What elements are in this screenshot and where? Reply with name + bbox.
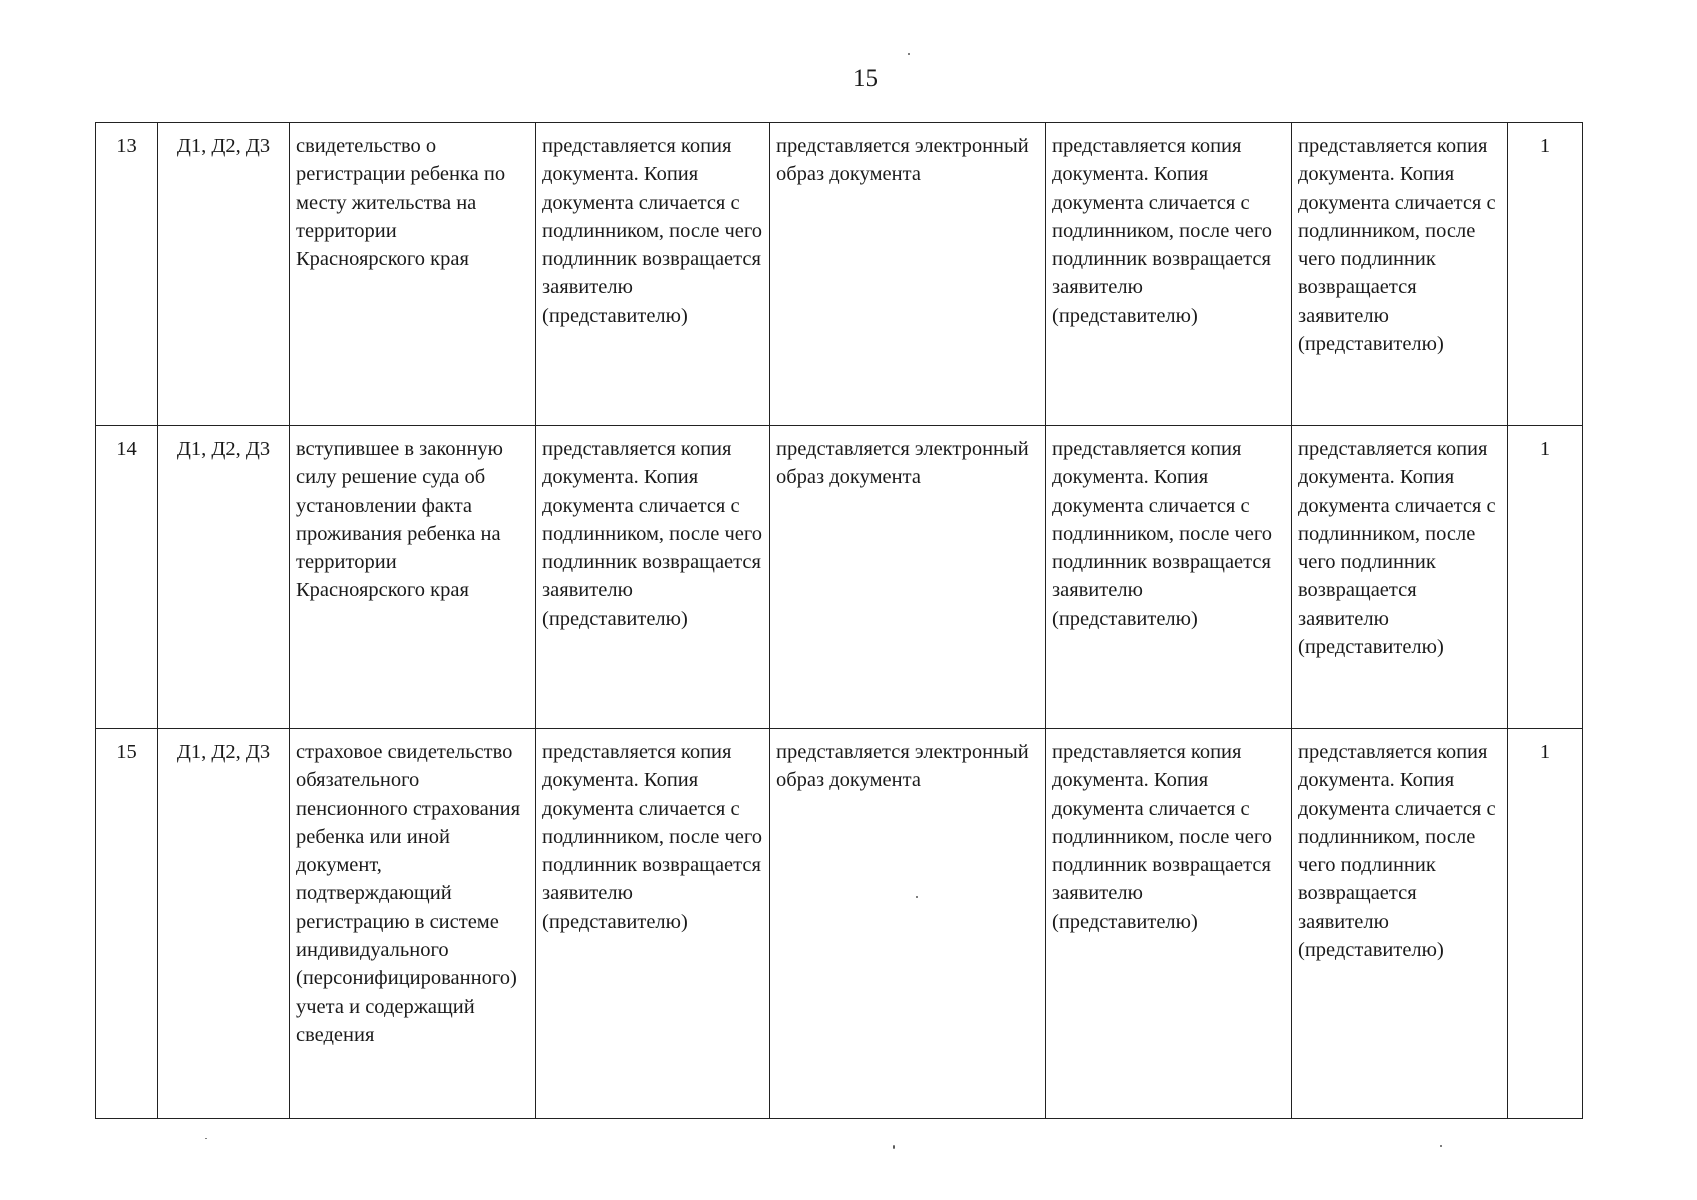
table-row — [96, 729, 1583, 1119]
page-number: 15 — [853, 65, 878, 92]
row-number: 15 — [96, 729, 158, 1119]
submission-method-c: представляется копия документа. Копия документа сличается с подлинником, после чего подлинник возвращается заявителю (представителю) — [1046, 729, 1292, 1119]
applicant-codes: Д1, Д2, Д3 — [158, 123, 290, 426]
submission-method-d: представляется копия документа. Копия документа сличается с подлинником, после чего подлинник возвращается заявителю (представителю) — [1292, 123, 1508, 426]
documents-table — [95, 122, 1583, 1119]
row-number: 14 — [96, 426, 158, 729]
submission-method-b: представляется электронный образ документа — [770, 729, 1046, 1119]
document-name: свидетельство о регистрации ребенка по месту жительства на территории Красноярского края — [290, 123, 536, 426]
scan-speck — [916, 896, 918, 898]
applicant-codes: Д1, Д2, Д3 — [158, 426, 290, 729]
table-row — [96, 123, 1583, 426]
document-quantity: 1 — [1508, 123, 1583, 426]
document-name: страховое свидетельство обязательного пенсионного страхования ребенка или иной документ, подтверждающий регистрацию в системе индивидуального (персонифицированного) учета и содержащий сведения — [290, 729, 536, 1119]
scan-speck — [893, 1145, 895, 1149]
document-name: вступившее в законную силу решение суда об установлении факта проживания ребенка на территории Красноярского края — [290, 426, 536, 729]
scan-speck — [1440, 1145, 1442, 1147]
scan-speck — [205, 1138, 207, 1139]
applicant-codes: Д1, Д2, Д3 — [158, 729, 290, 1119]
submission-method-c: представляется копия документа. Копия документа сличается с подлинником, после чего подлинник возвращается заявителю (представителю) — [1046, 123, 1292, 426]
document-quantity: 1 — [1508, 426, 1583, 729]
table-row — [96, 426, 1583, 729]
scan-speck — [908, 53, 910, 55]
submission-method-d: представляется копия документа. Копия документа сличается с подлинником, после чего подлинник возвращается заявителю (представителю) — [1292, 426, 1508, 729]
submission-method-b: представляется электронный образ документа — [770, 426, 1046, 729]
document-quantity: 1 — [1508, 729, 1583, 1119]
submission-method-c: представляется копия документа. Копия документа сличается с подлинником, после чего подлинник возвращается заявителю (представителю) — [1046, 426, 1292, 729]
submission-method-d: представляется копия документа. Копия документа сличается с подлинником, после чего подлинник возвращается заявителю (представителю) — [1292, 729, 1508, 1119]
row-number: 13 — [96, 123, 158, 426]
submission-method-a: представляется копия документа. Копия документа сличается с подлинником, после чего подлинник возвращается заявителю (представителю) — [536, 426, 770, 729]
submission-method-a: представляется копия документа. Копия документа сличается с подлинником, после чего подлинник возвращается заявителю (представителю) — [536, 729, 770, 1119]
submission-method-a: представляется копия документа. Копия документа сличается с подлинником, после чего подлинник возвращается заявителю (представителю) — [536, 123, 770, 426]
submission-method-b: представляется электронный образ документа — [770, 123, 1046, 426]
